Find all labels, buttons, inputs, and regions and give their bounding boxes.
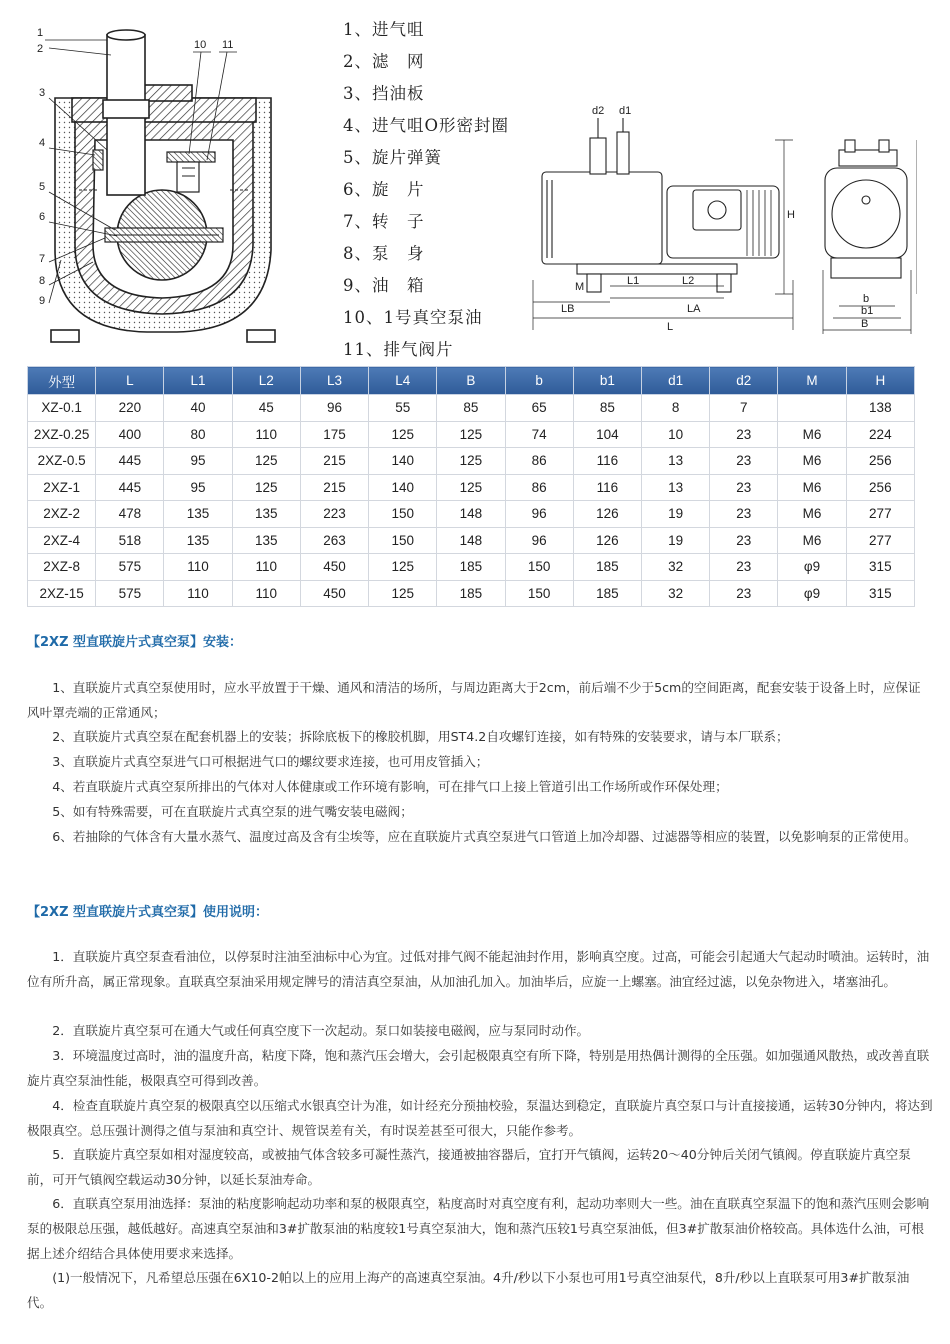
legend-item: 2、滤 网 <box>343 52 425 71</box>
header-cell: B <box>437 367 505 395</box>
value-cell: 150 <box>369 527 437 554</box>
value-cell: 223 <box>300 501 368 528</box>
install-item: 3、直联旋片式真空泵进气口可根据进气口的螺纹要求连接，也可用皮管插入； <box>52 754 489 769</box>
value-cell: 110 <box>232 554 300 581</box>
value-cell: 23 <box>710 448 778 475</box>
value-cell: 13 <box>641 448 709 475</box>
dim-la: LA <box>687 303 701 315</box>
value-cell: 55 <box>369 395 437 422</box>
install-item: 5、如有特殊需要，可在直联旋片式真空泵的进气嘴安装电磁阀； <box>52 804 413 819</box>
value-cell: 575 <box>96 554 164 581</box>
value-cell: 135 <box>232 501 300 528</box>
header-cell: M <box>778 367 846 395</box>
value-cell: M6 <box>778 501 846 528</box>
model-cell: 2XZ-0.5 <box>28 448 96 475</box>
value-cell: 23 <box>710 527 778 554</box>
value-cell: 125 <box>369 580 437 607</box>
value-cell: 116 <box>573 474 641 501</box>
legend-item: 8、泵 身 <box>343 244 425 263</box>
value-cell: 110 <box>164 580 232 607</box>
value-cell: 104 <box>573 421 641 448</box>
table-row <box>28 527 915 554</box>
table-row <box>28 554 915 581</box>
value-cell: 8 <box>641 395 709 422</box>
header-cell: b1 <box>573 367 641 395</box>
table-row <box>28 501 915 528</box>
value-cell: 126 <box>573 527 641 554</box>
value-cell: 277 <box>846 527 914 554</box>
value-cell: 175 <box>300 421 368 448</box>
dim-lb: LB <box>561 303 575 315</box>
value-cell: 116 <box>573 448 641 475</box>
table-row <box>28 421 915 448</box>
header-cell: L1 <box>164 367 232 395</box>
value-cell: 450 <box>300 554 368 581</box>
value-cell: 85 <box>437 395 505 422</box>
install-section-title: 【2XZ 型直联旋片式真空泵】安装： <box>27 635 243 650</box>
usage-item: 6．直联真空泵用油选择：泵油的粘度影响起动功率和泵的极限真空，粘度高时对真空度有利，起动功率则大一些。油在直联真空泵温下的饱和蒸汽压则会影响泵的极限总压强，越低越好。高速真空泵油和3#扩散泵油的粘度较1号真空泵油大，饱和蒸汽压较1号真空泵油低，但3#扩散泵油价格较高。具体选什么油，可根据上述介绍结合具体使用要求来选择。 <box>27 1196 930 1261</box>
header-cell: b <box>505 367 573 395</box>
usage-item: 3．环境温度过高时，油的温度升高，粘度下降，饱和蒸汽压会增大，会引起极限真空有所下降，特别是用热偶计测得的全压强。如加强通风散热，或改善直联旋片真空泵油性能，极限真空可得到改善。 <box>27 1048 930 1088</box>
table-row <box>28 474 915 501</box>
legend-item: 1、进气咀 <box>343 20 425 39</box>
value-cell: 518 <box>96 527 164 554</box>
value-cell: 23 <box>710 421 778 448</box>
dim-b1: b1 <box>861 305 874 317</box>
value-cell: 125 <box>437 421 505 448</box>
header-cell: H <box>846 367 914 395</box>
side-outline-drawing <box>533 118 917 334</box>
dim-big-b: B <box>861 318 869 330</box>
value-cell: 135 <box>232 527 300 554</box>
value-cell: 95 <box>164 448 232 475</box>
legend-item: 4、进气咀O形密封圈 <box>343 116 510 135</box>
value-cell: 445 <box>96 474 164 501</box>
legend-item: 7、转 子 <box>343 212 425 231</box>
legend-item: 5、旋片弹簧 <box>343 148 442 167</box>
callout-8: 8 <box>39 275 46 287</box>
value-cell: 445 <box>96 448 164 475</box>
value-cell: M6 <box>778 421 846 448</box>
value-cell: 85 <box>573 395 641 422</box>
value-cell: 19 <box>641 527 709 554</box>
usage-item: 2．直联旋片真空泵可在通大气或任何真空度下一次起动。泵口如装接电磁阀，应与泵同时动作。 <box>52 1023 590 1038</box>
header-cell: L4 <box>369 367 437 395</box>
value-cell: 86 <box>505 474 573 501</box>
table-row <box>28 448 915 475</box>
cross-section-diagram <box>45 30 275 342</box>
model-cell: 2XZ-15 <box>28 580 96 607</box>
usage-item: 4．检查直联旋片真空泵的极限真空以压缩式水银真空计为准，如计经充分预抽校验，泵温达到稳定，直联旋片真空泵口与计直接接通，运转30分钟内，将达到极限真空。总压强计测得之值与泵油和真空计、规管误差有关，有时误差甚至可很大，只能作参考。 <box>27 1098 933 1138</box>
value-cell: 96 <box>505 501 573 528</box>
value-cell: 400 <box>96 421 164 448</box>
dim-b: b <box>863 293 870 305</box>
table-row <box>28 395 915 422</box>
callout-9: 9 <box>39 295 46 307</box>
value-cell: 96 <box>505 527 573 554</box>
callout-10: 10 <box>194 39 207 51</box>
value-cell: 125 <box>232 474 300 501</box>
value-cell: 150 <box>505 580 573 607</box>
value-cell: 150 <box>369 501 437 528</box>
header-cell: d2 <box>710 367 778 395</box>
dim-d1: d1 <box>619 105 632 117</box>
model-cell: 2XZ-8 <box>28 554 96 581</box>
model-cell: 2XZ-0.25 <box>28 421 96 448</box>
dim-l2: L2 <box>682 275 695 287</box>
install-item: 1、直联旋片式真空泵使用时，应水平放置于干燥、通风和清洁的场所，与周边距离大于2cm，前后端不少于5cm的空间距离，配套安装于设备上时，应保证风叶罩壳端的正常通风； <box>27 680 921 720</box>
callout-4: 4 <box>39 137 46 149</box>
header-cell: L3 <box>300 367 368 395</box>
value-cell: 125 <box>369 421 437 448</box>
header-cell: 外型 <box>28 367 96 395</box>
value-cell: 185 <box>437 580 505 607</box>
install-item: 2、直联旋片式真空泵在配套机器上的安装；拆除底板下的橡胶机脚，用ST4.2自攻螺钉连接，如有特殊的安装要求，请与本厂联系； <box>52 729 789 744</box>
spec-table <box>27 366 915 607</box>
value-cell: 125 <box>437 448 505 475</box>
value-cell: φ9 <box>778 580 846 607</box>
value-cell: 277 <box>846 501 914 528</box>
value-cell: M6 <box>778 474 846 501</box>
callout-7: 7 <box>39 253 46 265</box>
value-cell: 126 <box>573 501 641 528</box>
value-cell: 224 <box>846 421 914 448</box>
value-cell: 185 <box>573 554 641 581</box>
value-cell: 74 <box>505 421 573 448</box>
callout-6: 6 <box>39 211 46 223</box>
value-cell: 478 <box>96 501 164 528</box>
legend-item: 10、1号真空泵油 <box>343 308 483 327</box>
dim-l: L <box>667 321 674 333</box>
value-cell <box>778 395 846 422</box>
value-cell: 80 <box>164 421 232 448</box>
value-cell: 263 <box>300 527 368 554</box>
value-cell: 140 <box>369 448 437 475</box>
pump-figure <box>27 0 917 366</box>
model-cell: 2XZ-4 <box>28 527 96 554</box>
dim-l1: L1 <box>627 275 640 287</box>
dim-h: H <box>787 209 795 221</box>
value-cell: 13 <box>641 474 709 501</box>
callout-1: 1 <box>37 27 44 39</box>
value-cell: M6 <box>778 448 846 475</box>
value-cell: 23 <box>710 474 778 501</box>
callout-3: 3 <box>39 87 46 99</box>
legend-item: 9、油 箱 <box>343 276 425 295</box>
value-cell: 148 <box>437 501 505 528</box>
value-cell: 23 <box>710 580 778 607</box>
value-cell: 110 <box>164 554 232 581</box>
value-cell: 65 <box>505 395 573 422</box>
value-cell: 125 <box>369 554 437 581</box>
header-cell: d1 <box>641 367 709 395</box>
value-cell: 125 <box>437 474 505 501</box>
value-cell: 40 <box>164 395 232 422</box>
value-cell: 86 <box>505 448 573 475</box>
value-cell: 315 <box>846 554 914 581</box>
value-cell: M6 <box>778 527 846 554</box>
value-cell: 148 <box>437 527 505 554</box>
value-cell: 135 <box>164 527 232 554</box>
install-item: 6、若抽除的气体含有大量水蒸气、温度过高及含有尘埃等，应在直联旋片式真空泵进气口管道上加冷却器、过滤器等相应的装置，以免影响泵的正常使用。 <box>52 829 917 844</box>
usage-item: (1)一般情况下，凡希望总压强在6X10-2帕以上的应用上海产的高速真空泵油。4升/秒以下小泵也可用1号真空油泵代，8升/秒以上直联泵可用3#扩散泵油代。 <box>27 1270 910 1310</box>
spec-table-body <box>28 395 915 607</box>
value-cell: 10 <box>641 421 709 448</box>
value-cell: φ9 <box>778 554 846 581</box>
value-cell: 23 <box>710 554 778 581</box>
dim-m: M <box>575 281 585 293</box>
value-cell: 185 <box>437 554 505 581</box>
usage-item: 5．直联旋片真空泵如相对湿度较高，或被抽气体含较多可凝性蒸汽，接通被抽容器后，宜打开气镇阀，运转20～40分钟后关闭气镇阀。停直联旋片真空泵前，可开气镇阀空载运动30分钟，以延长泵油寿命。 <box>27 1147 911 1187</box>
table-row <box>28 580 915 607</box>
value-cell: 256 <box>846 474 914 501</box>
value-cell: 96 <box>300 395 368 422</box>
parts-legend <box>343 14 563 366</box>
value-cell: 185 <box>573 580 641 607</box>
value-cell: 19 <box>641 501 709 528</box>
value-cell: 45 <box>232 395 300 422</box>
model-cell: 2XZ-2 <box>28 501 96 528</box>
value-cell: 32 <box>641 554 709 581</box>
value-cell: 140 <box>369 474 437 501</box>
value-cell: 256 <box>846 448 914 475</box>
value-cell: 138 <box>846 395 914 422</box>
value-cell: 110 <box>232 580 300 607</box>
callout-11: 11 <box>222 39 234 51</box>
value-cell: 7 <box>710 395 778 422</box>
header-cell: L <box>96 367 164 395</box>
value-cell: 315 <box>846 580 914 607</box>
legend-item: 11、排气阀片 <box>343 340 454 359</box>
model-cell: 2XZ-1 <box>28 474 96 501</box>
value-cell: 32 <box>641 580 709 607</box>
value-cell: 23 <box>710 501 778 528</box>
legend-item: 6、旋 片 <box>343 180 425 199</box>
value-cell: 215 <box>300 474 368 501</box>
value-cell: 135 <box>164 501 232 528</box>
usage-item: 1．直联旋片真空泵查看油位，以停泵时注油至油标中心为宜。过低对排气阀不能起油封作用，影响真空度。过高，可能会引起通大气起动时喷油。运转时，油位有所升高，属正常现象。直联真空泵油采用规定牌号的清洁真空泵油，从加油孔加入。加油毕后，应旋一上螺塞。油宜经过滤，以免杂物进入，堵塞油孔。 <box>27 949 930 989</box>
value-cell: 220 <box>96 395 164 422</box>
spec-header-row <box>28 367 915 395</box>
value-cell: 575 <box>96 580 164 607</box>
install-item: 4、若直联旋片式真空泵所排出的气体对人体健康或工作环境有影响，可在排气口上接上管道引出工作场所或作环保处理； <box>52 779 728 794</box>
value-cell: 125 <box>232 448 300 475</box>
value-cell: 450 <box>300 580 368 607</box>
usage-section-title: 【2XZ 型直联旋片式真空泵】使用说明： <box>27 905 269 920</box>
legend-item: 3、挡油板 <box>343 84 425 103</box>
dim-d2: d2 <box>592 105 605 117</box>
value-cell: 215 <box>300 448 368 475</box>
callout-5: 5 <box>39 181 46 193</box>
callout-2: 2 <box>37 43 44 55</box>
value-cell: 150 <box>505 554 573 581</box>
header-cell: L2 <box>232 367 300 395</box>
value-cell: 95 <box>164 474 232 501</box>
model-cell: XZ-0.1 <box>28 395 96 422</box>
value-cell: 110 <box>232 421 300 448</box>
